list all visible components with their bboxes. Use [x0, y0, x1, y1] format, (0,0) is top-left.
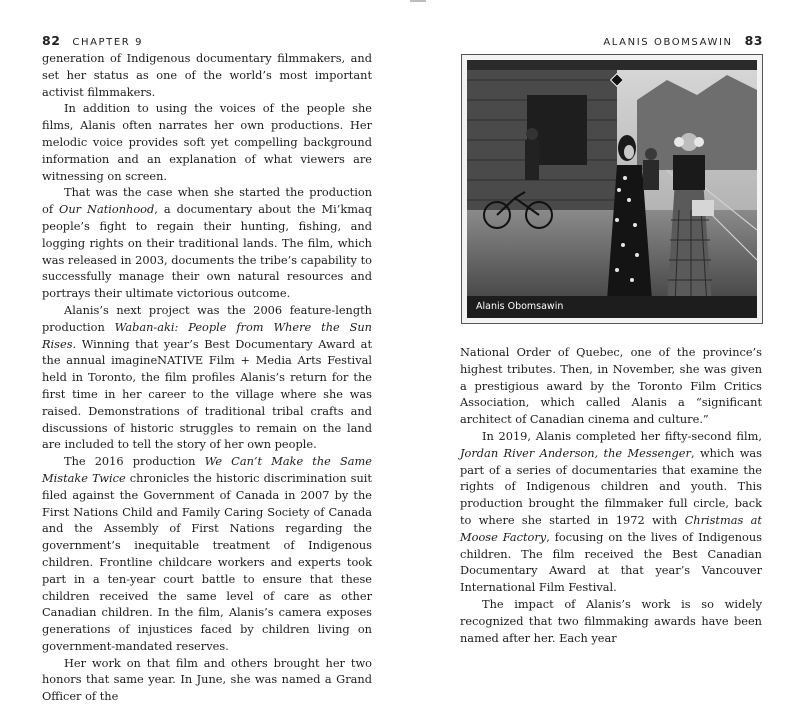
- text-run: , which was part of a series of documentaries that examine the rights of Indigenous children and youth. This production brought the filmmaker full circle, back to where she started in 1972 with: [460, 445, 762, 527]
- film-title: We Can’t Make the Same Mistake Twice: [42, 454, 372, 485]
- left-running-head: [42, 33, 143, 48]
- paragraph: [42, 50, 372, 100]
- film-title: Waban-aki: People from Where the Sun Rises: [42, 319, 372, 351]
- text-run: That was the case when she started the production of: [42, 185, 372, 217]
- text-run: National Order of Quebec, one of the province’s highest tributes. Then, in November, she was given a prestigious award by the Toronto Film Critics Association, which called Alanis a “significant architect of Canadian cinema and culture.”: [460, 345, 762, 427]
- text-run: Alanis’s next project was the 2006 feature-length production: [42, 302, 372, 334]
- photo-figure: [461, 54, 763, 324]
- text-run: chronicles the historic discrimination suit filed against the Government of Canada in 2007 by the First Nations Child and Family Caring Society of Canada and the Assembly of First Nations regarding the government’s inequitable treatment of Indigenous children. Frontline childcare workers and experts took part in a ten-year court battle to ensure that these children received the same level of care as other Canadian children. In the film, Alanis’s camera exposes generations of injustices faced by children living on government-mandated reserves.: [42, 470, 372, 653]
- left-page-number: 82: [42, 33, 61, 48]
- photo-caption: Alanis Obomsawin: [467, 296, 757, 318]
- text-run: , a documentary about the Mi’kmaq people’s fight to regain their hunting, fishing, and logging rights on their traditional lands. The film, which was released in 2003, documents the tribe’s capability to successfully manage their own natural resources and portrays their ultimate victorious outcome.: [42, 202, 372, 301]
- right-page: [402, 0, 805, 645]
- left-page: [0, 0, 402, 704]
- text-run: The 2016 production: [64, 454, 205, 469]
- right-running-head: [603, 33, 763, 48]
- film-title: Christmas at Moose Factory: [460, 512, 762, 544]
- left-body-text: [42, 50, 372, 705]
- text-run: In 2019, Alanis completed her fifty-second film,: [482, 428, 762, 443]
- paragraph: [42, 100, 372, 184]
- left-chapter-title: CHAPTER 9: [72, 37, 144, 48]
- right-page-number: 83: [744, 33, 763, 48]
- text-run: generation of Indigenous documentary filmmakers, and set her status as one of the world’s most important activist filmmakers.: [42, 51, 372, 99]
- paragraph: [42, 655, 372, 705]
- film-title: Jordan River Anderson, the Messenger: [460, 445, 691, 460]
- paragraph: [42, 184, 372, 302]
- film-title: Our Nationhood: [59, 202, 155, 217]
- right-body-text: [460, 344, 762, 646]
- text-run: . Winning that year’s Best Documentary Award at the annual imagineNATIVE Film + Media Arts Festival held in Toronto, the film profiles Alanis’s return for the first time in her career to the village where she was raised. Demonstrations of traditional tribal crafts and discussions of historic struggles to remain on the land are included to tell the story of her own people.: [42, 336, 372, 452]
- paragraph: [460, 344, 762, 428]
- right-section-title: ALANIS OBOMSAWIN: [603, 37, 733, 48]
- paragraph: [42, 453, 372, 655]
- text-run: , focusing on the lives of Indigenous children. The film received the Best Canadian Documentary Award at that year’s Vancouver International Film Festival.: [460, 529, 762, 595]
- paragraph: [460, 428, 762, 596]
- text-run: The impact of Alanis’s work is so widely recognized that two filmmaking awards have been named after her. Each year: [460, 596, 762, 645]
- paragraph: [42, 302, 372, 453]
- text-run: In addition to using the voices of the people she films, Alanis often narrates her own productions. Her melodic voice provides soft yet compelling background information and an explanation of what viewers are witnessing on screen.: [42, 101, 372, 183]
- photo-image: [467, 60, 757, 318]
- photo-illustration: [467, 60, 757, 318]
- text-run: Her work on that film and others brought her two honors that same year. In June, she was named a Grand Officer of the: [42, 655, 372, 704]
